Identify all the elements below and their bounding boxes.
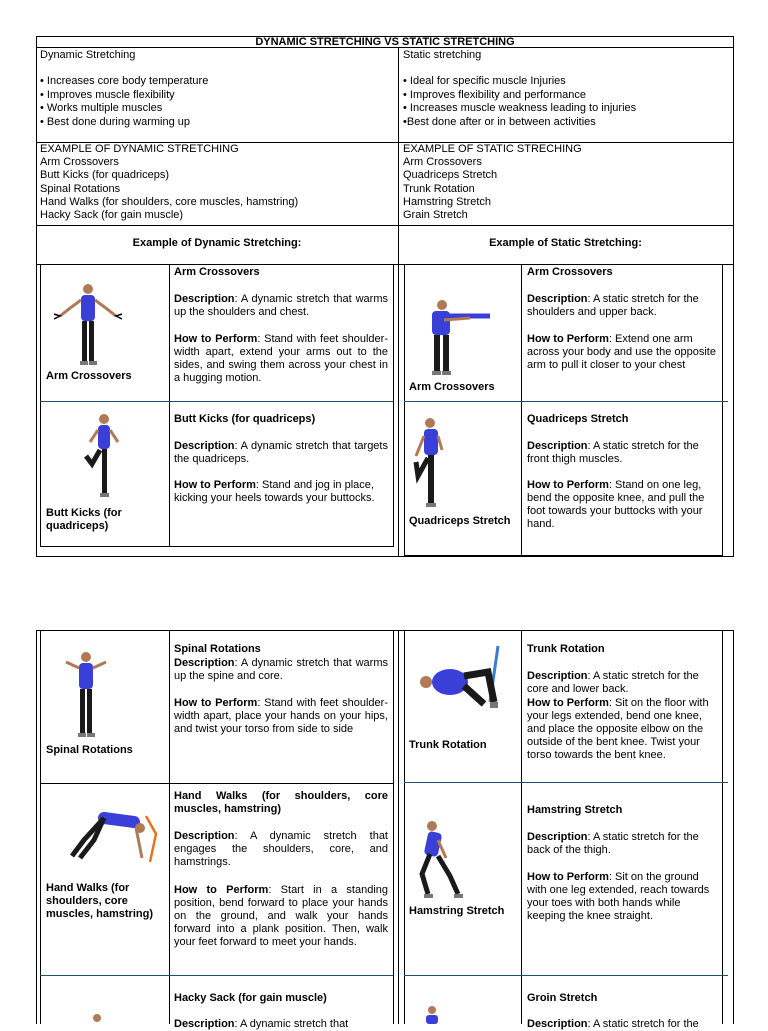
- list-item: • Ideal for specific muscle Injuries: [403, 75, 566, 87]
- figure-caption: Trunk Rotation: [409, 739, 487, 751]
- list-item: • Increases muscle weakness leading to injuries: [403, 102, 637, 114]
- dynamic-column-heading: Dynamic Stretching: [40, 49, 136, 61]
- card-how-to: How to Perform: Extend one arm across your body and use the opposite arm to pull it closer to your chest: [527, 333, 716, 371]
- card-description: Description: A static stretch for the back of the thigh.: [527, 831, 699, 856]
- card-title: Arm Crossovers: [174, 266, 260, 278]
- static-column-heading: Static stretching: [403, 49, 482, 61]
- figure-caption: Hand Walks (for shoulders, core muscles, hamstring): [46, 882, 153, 920]
- trunk-rotation-figure: [412, 642, 512, 722]
- butt-kicks-figure: [82, 412, 126, 502]
- list-item: Grain Stretch: [403, 209, 468, 221]
- card-description: Description: A dynamic stretch that targets the quadriceps.: [174, 440, 388, 465]
- list-item: •Best done after or in between activities: [403, 116, 596, 128]
- card-how-to: How to Perform: Sit on the floor with your legs extended, bend one knee, and place the opposite elbow on the outside of the bent knee. Twist your torso towards the bent knee.: [527, 697, 709, 761]
- list-item: Arm Crossovers: [403, 156, 482, 168]
- card-title: Hacky Sack (for gain muscle): [174, 992, 327, 1004]
- hamstring-stretch-figure: [416, 818, 466, 902]
- card-description: Description: A static stretch for the core and lower back.: [527, 670, 699, 695]
- list-item: • Increases core body temperature: [40, 75, 209, 87]
- card-description: Description: A dynamic stretch that: [174, 1018, 349, 1030]
- list-item: Hamstring Stretch: [403, 196, 492, 208]
- figure-caption: Arm Crossovers: [46, 370, 132, 382]
- card-title: Trunk Rotation: [527, 643, 605, 655]
- card-title: Hand Walks (for shoulders, core muscles, hamstring): [174, 790, 388, 815]
- list-item: • Works multiple muscles: [40, 102, 163, 114]
- figure-caption: Butt Kicks (for quadriceps): [46, 507, 122, 532]
- card-description: Description: A static stretch for the: [527, 1018, 699, 1030]
- card-title: Butt Kicks (for quadriceps): [174, 413, 316, 425]
- card-how-to: How to Perform: Sit on the ground with one leg extended, reach towards your toes with both hands while keeping the knee straight.: [527, 871, 710, 922]
- card-title: Spinal Rotations: [174, 643, 261, 655]
- card-how-to: How to Perform: Stand with feet shoulder-width apart, extend your arms out to the sides, and swing them across your chest in a hugging motion.: [174, 333, 388, 384]
- figure-caption: Spinal Rotations: [46, 744, 133, 756]
- card-title: Hamstring Stretch: [527, 804, 623, 816]
- arm-crossovers-static-figure: [420, 298, 496, 378]
- static-section-heading: Example of Static Stretching:: [489, 237, 642, 249]
- quadriceps-stretch-figure: [410, 416, 450, 512]
- list-item: Trunk Rotation: [403, 183, 475, 195]
- hand-walks-figure: [64, 810, 164, 870]
- list-item: Spinal Rotations: [40, 183, 121, 195]
- card-how-to: How to Perform: Stand on one leg, bend the opposite knee, and pull the foot towards your buttocks with your hand.: [527, 479, 705, 530]
- table-title: DYNAMIC STRETCHING VS STATIC STRETCHING: [255, 36, 515, 48]
- card-description: Description: A static stretch for the shoulders and upper back.: [527, 293, 699, 318]
- list-item: Arm Crossovers: [40, 156, 119, 168]
- list-item: Quadriceps Stretch: [403, 169, 498, 181]
- groin-stretch-figure: [420, 1004, 444, 1024]
- figure-caption: Arm Crossovers: [409, 381, 495, 393]
- list-item: • Improves flexibility and performance: [403, 89, 586, 101]
- card-description: Description: A static stretch for the front thigh muscles.: [527, 440, 699, 465]
- description-label: Description: [174, 293, 235, 305]
- spinal-rotations-figure: [56, 650, 116, 742]
- card-title: Groin Stretch: [527, 992, 598, 1004]
- card-title: Quadriceps Stretch: [527, 413, 629, 425]
- card-description: Description: A dynamic stretch that warms up the spine and core.: [174, 657, 388, 682]
- figure-caption: Hamstring Stretch: [409, 905, 505, 917]
- list-item: • Improves muscle flexibility: [40, 89, 175, 101]
- card-title: Arm Crossovers: [527, 266, 613, 278]
- card-how-to: How to Perform: Start in a standing position, bend forward to place your hands on the ground, and walk your hands forward into a plank position. Then, walk your feet forward to meet your hands.: [174, 884, 388, 948]
- list-item: Hacky Sack (for gain muscle): [40, 209, 184, 221]
- how-label: How to Perform: [174, 333, 258, 345]
- figure-caption: Quadriceps Stretch: [409, 515, 511, 527]
- card-description: Description: A dynamic stretch that warms up the shoulders and chest.: [174, 293, 388, 318]
- list-item: Hand Walks (for shoulders, core muscles, hamstring): [40, 196, 299, 208]
- card-description: Description: A dynamic stretch that engages the shoulders, core, and hamstrings.: [174, 830, 388, 868]
- list-item: Butt Kicks (for quadriceps): [40, 169, 169, 181]
- card-how-to: How to Perform: Stand with feet shoulder-width apart, place your hands on your hips, and twist your torso from side to side: [174, 697, 388, 735]
- hacky-sack-figure: [90, 1012, 104, 1024]
- dynamic-section-heading: Example of Dynamic Stretching:: [132, 237, 302, 249]
- list-item: • Best done during warming up: [40, 116, 190, 128]
- examples-heading: EXAMPLE OF DYNAMIC STRETCHING: [40, 143, 239, 155]
- arm-crossovers-figure: [50, 280, 126, 370]
- examples-heading: EXAMPLE OF STATIC STRECHING: [403, 143, 582, 155]
- card-how-to: How to Perform: Stand and jog in place, kicking your heels towards your buttocks.: [174, 479, 375, 504]
